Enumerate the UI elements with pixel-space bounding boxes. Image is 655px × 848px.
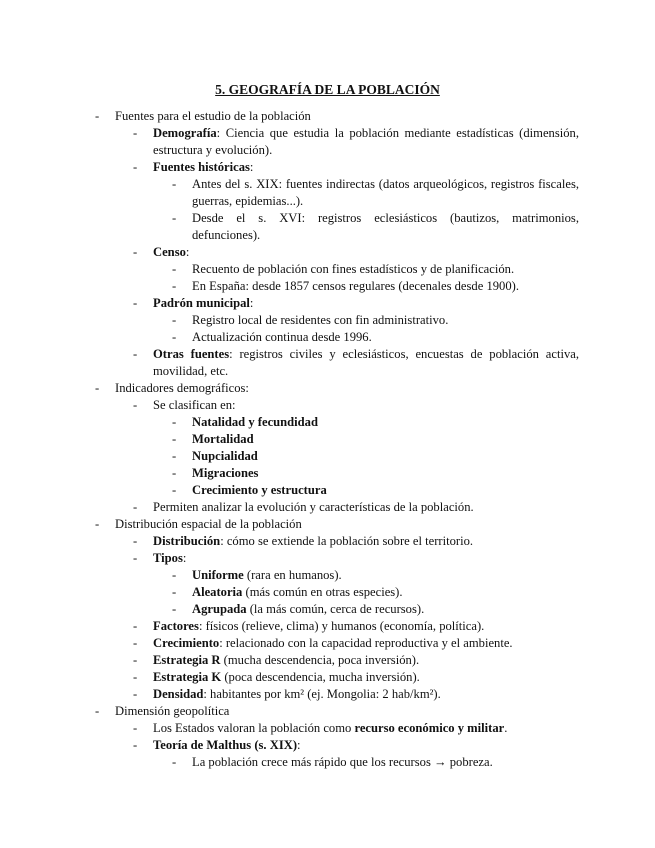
bullet-dash: - bbox=[172, 313, 177, 327]
bullet-dash: - bbox=[133, 245, 138, 259]
bullet-dash: - bbox=[172, 432, 177, 446]
item-se-clasifican: Se clasifican en: bbox=[153, 398, 236, 412]
item-uniforme bbox=[192, 567, 342, 584]
bullet-dash: - bbox=[172, 568, 177, 582]
bullet-dash: - bbox=[133, 551, 138, 565]
bullet-dash: - bbox=[133, 398, 138, 412]
text-aleatoria: (más común en otras especies). bbox=[242, 585, 403, 599]
item-estrategia-r bbox=[153, 652, 419, 669]
term-otras-fuentes: Otras fuentes bbox=[153, 347, 230, 361]
bullet-dash: - bbox=[172, 177, 177, 191]
text-valoran-post: . bbox=[504, 721, 508, 735]
text-densidad: : habitantes por km² (ej. Mongolia: 2 hab/km²). bbox=[203, 687, 441, 701]
bullet-dash: - bbox=[133, 653, 138, 667]
bullet-dash: - bbox=[95, 704, 100, 718]
item-desde-xvi: Desde el s. XVI: registros eclesiásticos (bautizos, matrimonios, defunciones). bbox=[192, 211, 579, 242]
bullet-dash: - bbox=[95, 517, 100, 531]
text-distribucion: : cómo se extiende la población sobre el territorio. bbox=[220, 534, 474, 548]
bullet-dash: - bbox=[172, 585, 177, 599]
item-crecimiento bbox=[153, 635, 513, 652]
indicator-natalidad: Natalidad y fecundidad bbox=[192, 415, 318, 429]
term-aleatoria: Aleatoria bbox=[192, 585, 243, 599]
bullet-dash: - bbox=[133, 347, 138, 361]
colon: : bbox=[185, 245, 190, 259]
text-estrategia-r: (mucha descendencia, poca inversión). bbox=[220, 653, 420, 667]
bullet-dash: - bbox=[133, 126, 138, 140]
bullet-dash: - bbox=[133, 296, 138, 310]
item-estrategia-k bbox=[153, 669, 420, 686]
indicator-item bbox=[192, 414, 318, 431]
bullet-dash: - bbox=[133, 721, 138, 735]
item-factores bbox=[153, 618, 484, 635]
item-censo bbox=[153, 244, 189, 261]
bullet-dash: - bbox=[172, 330, 177, 344]
bullet-dash: - bbox=[133, 687, 138, 701]
indicator-item bbox=[192, 448, 258, 465]
term-crecimiento: Crecimiento bbox=[153, 636, 220, 650]
item-estados-valoran bbox=[153, 720, 507, 737]
bullet-dash: - bbox=[133, 636, 138, 650]
term-padron: Padrón municipal bbox=[153, 296, 250, 310]
bullet-dash: - bbox=[133, 160, 138, 174]
bullet-dash: - bbox=[172, 415, 177, 429]
term-recurso: recurso económico y militar bbox=[354, 721, 505, 735]
term-estrategia-k: Estrategia K bbox=[153, 670, 222, 684]
indicator-nupcialidad: Nupcialidad bbox=[192, 449, 258, 463]
indicator-migraciones: Migraciones bbox=[192, 466, 259, 480]
term-estrategia-r: Estrategia R bbox=[153, 653, 221, 667]
colon: : bbox=[182, 551, 187, 565]
term-fuentes-historicas: Fuentes históricas bbox=[153, 160, 250, 174]
item-censo-recuento: Recuento de población con fines estadísticos y de planificación. bbox=[192, 262, 515, 276]
item-censo-espana: En España: desde 1857 censos regulares (decenales desde 1900). bbox=[192, 279, 519, 293]
term-factores: Factores bbox=[153, 619, 199, 633]
term-tipos: Tipos bbox=[153, 551, 183, 565]
item-antes-xix: Antes del s. XIX: fuentes indirectas (datos arqueológicos, registros fiscales, guerras, epidemias...). bbox=[192, 177, 579, 208]
text-uniforme: (rara en humanos). bbox=[243, 568, 342, 582]
indicator-item bbox=[192, 465, 258, 482]
term-demografia: Demografía bbox=[153, 126, 217, 140]
term-distribucion: Distribución bbox=[153, 534, 221, 548]
text-agrupada: (la más común, cerca de recursos). bbox=[246, 602, 425, 616]
section-heading-fuentes: Fuentes para el estudio de la población bbox=[115, 109, 311, 123]
indicator-crecimiento: Crecimiento y estructura bbox=[192, 483, 327, 497]
term-agrupada: Agrupada bbox=[192, 602, 247, 616]
bullet-dash: - bbox=[172, 262, 177, 276]
text-valoran-pre: Los Estados valoran la población como bbox=[153, 721, 355, 735]
term-densidad: Densidad bbox=[153, 687, 204, 701]
text-crecimiento: : relacionado con la capacidad reproductiva y el ambiente. bbox=[219, 636, 513, 650]
section-heading-geopolitica: Dimensión geopolítica bbox=[115, 704, 230, 718]
colon: : bbox=[249, 160, 254, 174]
text-factores: : físicos (relieve, clima) y humanos (economía, política). bbox=[198, 619, 485, 633]
bullet-dash: - bbox=[172, 449, 177, 463]
indicator-item bbox=[192, 431, 254, 448]
text-otras-fuentes: : registros civiles y eclesiásticos, encuestas de población activa, movilidad, etc. bbox=[153, 347, 579, 378]
item-malthus bbox=[153, 737, 301, 754]
indicator-mortalidad: Mortalidad bbox=[192, 432, 254, 446]
item-padron-registro: Registro local de residentes con fin administrativo. bbox=[192, 313, 449, 327]
bullet-dash: - bbox=[133, 738, 138, 752]
item-aleatoria bbox=[192, 584, 403, 601]
bullet-dash: - bbox=[133, 500, 138, 514]
item-otras-fuentes bbox=[153, 346, 579, 380]
bullet-dash: - bbox=[95, 109, 100, 123]
colon: : bbox=[249, 296, 254, 310]
item-padron bbox=[153, 295, 253, 312]
item-tipos bbox=[153, 550, 186, 567]
section-heading-distribucion: Distribución espacial de la población bbox=[115, 517, 302, 531]
item-distribucion bbox=[153, 533, 473, 550]
item-demografia bbox=[153, 125, 579, 159]
item-permiten: Permiten analizar la evolución y características de la población. bbox=[153, 500, 474, 514]
indicator-item bbox=[192, 482, 327, 499]
bullet-dash: - bbox=[133, 534, 138, 548]
bullet-dash: - bbox=[95, 381, 100, 395]
text-estrategia-k: (poca descendencia, mucha inversión). bbox=[221, 670, 420, 684]
colon: : bbox=[297, 738, 301, 752]
item-fuentes-historicas bbox=[153, 159, 253, 176]
bullet-dash: - bbox=[172, 466, 177, 480]
term-censo: Censo bbox=[153, 245, 186, 259]
bullet-dash: - bbox=[133, 670, 138, 684]
bullet-dash: - bbox=[172, 602, 177, 616]
text-demografia: : Ciencia que estudia la población mediante estadísticas (dimensión, estructura y evolución). bbox=[153, 126, 579, 157]
item-agrupada bbox=[192, 601, 424, 618]
bullet-dash: - bbox=[172, 279, 177, 293]
section-heading-indicadores: Indicadores demográficos: bbox=[115, 381, 249, 395]
item-padron-actualizacion: Actualización continua desde 1996. bbox=[192, 330, 372, 344]
page-title: 5. GEOGRAFÍA DE LA POBLACIÓN bbox=[215, 82, 440, 97]
bullet-dash: - bbox=[172, 211, 177, 225]
bullet-dash: - bbox=[172, 483, 177, 497]
bullet-dash: - bbox=[172, 755, 177, 769]
item-malthus-crece: La población crece más rápido que los recursos → pobreza. bbox=[192, 755, 493, 769]
item-densidad bbox=[153, 686, 441, 703]
bullet-dash: - bbox=[133, 619, 138, 633]
term-malthus: Teoría de Malthus (s. XIX) bbox=[153, 738, 298, 752]
term-uniforme: Uniforme bbox=[192, 568, 244, 582]
